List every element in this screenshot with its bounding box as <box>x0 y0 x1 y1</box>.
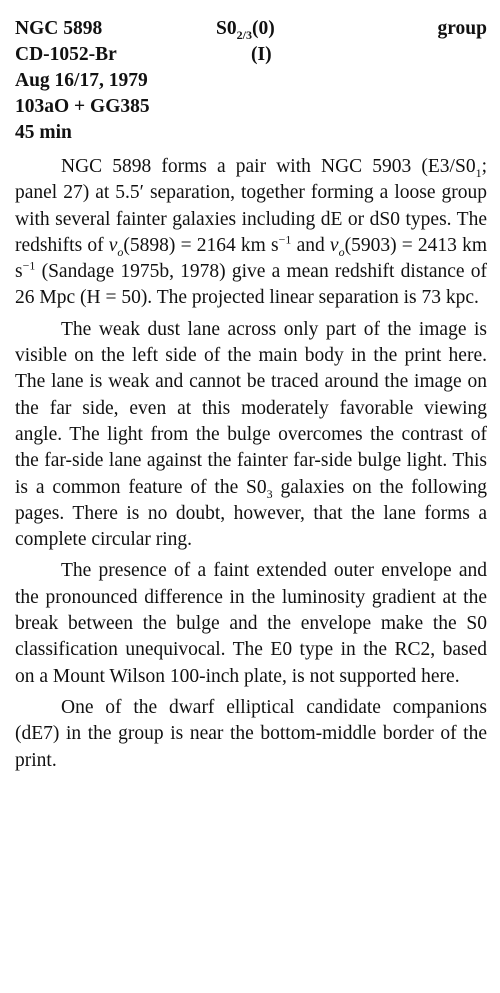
p2-sub-a: 3 <box>266 486 273 501</box>
p2-text-a: The weak dust lane across only part of the image is visible on the left side of the main body in the print here. The lane is weak and cannot be traced around the image on the far side, even at this moderately favorable viewing angle. The light from the bulge overcomes the contrast of the far-side lane against the fainter far-side bulge light. This is a common feature of the S0 <box>15 318 487 498</box>
page <box>15 16 487 774</box>
paragraph-4: One of the dwarf elliptical candidate companions (dE7) in the group is near the bottom-middle border of the print. <box>15 696 487 771</box>
paragraph-2 <box>15 317 487 554</box>
observation-date: Aug 16/17, 1979 <box>15 70 148 91</box>
p1-text-a: NGC 5898 forms a pair with NGC 5903 (E3/S0 <box>61 156 476 177</box>
plate-number: CD-1052-Br <box>15 44 117 65</box>
p1-velocity-symbol-2: v <box>329 234 339 256</box>
classification-sub: 2/3 <box>236 27 252 42</box>
p2-text-b: galaxies on the following pages. There is no doubt, however, that the lane forms a complete circular ring. <box>15 476 488 551</box>
exposure-time: 45 min <box>15 122 72 143</box>
p1-text-c: (5898) = 2164 km s <box>123 234 279 256</box>
emulsion-filter: 103aO + GG385 <box>15 96 150 117</box>
p1-text-d: and <box>291 234 330 256</box>
group-tag: group <box>437 18 487 39</box>
paragraph-1 <box>15 154 487 312</box>
classification-main: S0 <box>216 18 237 39</box>
plate-header <box>15 16 487 154</box>
classification <box>216 16 275 42</box>
p1-velocity-sub-1: o <box>117 244 124 259</box>
paragraph-3: The presence of a faint extended outer envelope and the pronounced difference in the luminosity gradient at the break between the bulge and the envelope make the S0 classification unequivocal. The E0 type in the RC2, based on a Mount Wilson 100-inch plate, is not supported here. <box>15 560 487 687</box>
p1-velocity-sub-2: o <box>338 244 345 259</box>
p1-text-e: (5903) = 2413 km s <box>15 234 488 283</box>
classification-tail: (0) <box>251 18 275 39</box>
p1-sup-e: −1 <box>22 258 36 273</box>
description-text <box>15 154 487 774</box>
p1-velocity-symbol-1: v <box>108 234 118 256</box>
p1-text-f: (Sandage 1975b, 1978) give a mean redshift distance of 26 Mpc (H = 50). The projected linear separation is 73 kpc. <box>15 261 487 309</box>
p1-sup-c: −1 <box>278 232 292 247</box>
object-name: NGC 5898 <box>15 18 103 39</box>
p1-text-b: ; panel 27) at 5.5′ separation, together forming a loose group with several fainter galaxies including dE or dS0 types. The redshifts of <box>15 156 487 256</box>
classification-subclass: (I) <box>251 44 272 65</box>
p1-sub-a: 1 <box>475 165 482 180</box>
